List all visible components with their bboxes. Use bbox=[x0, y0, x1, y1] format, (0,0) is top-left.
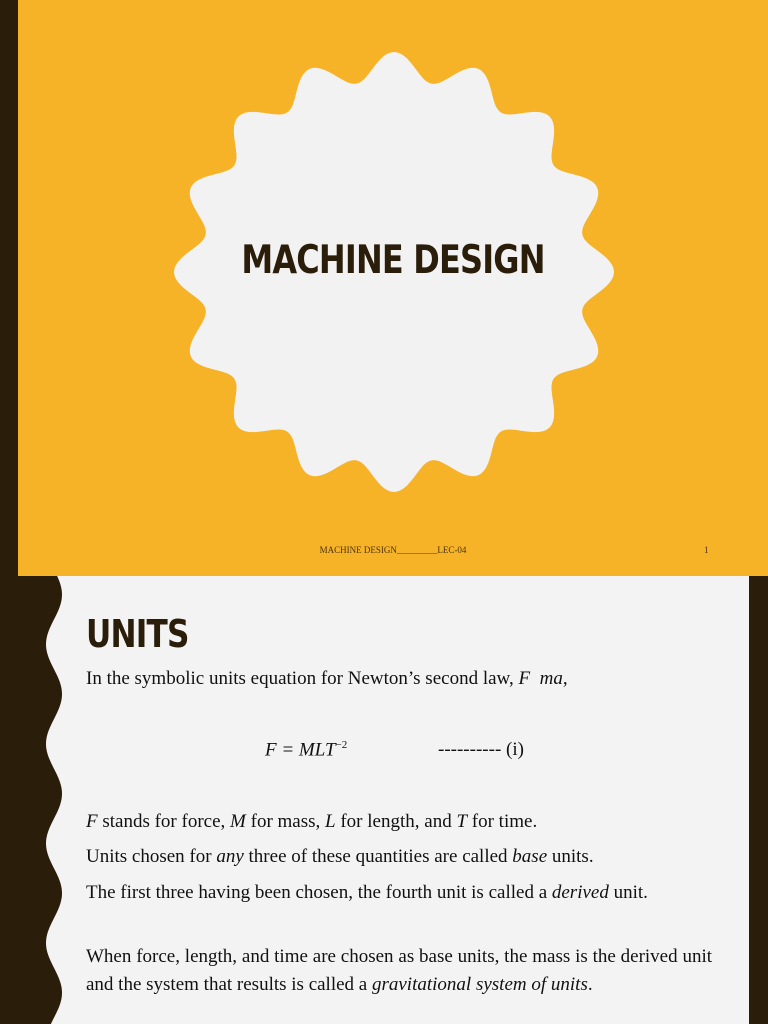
equation: $F = MLT^{-2}$ bbox=[265, 739, 348, 761]
paragraph-derived-unit: The first three having been chosen, the fourth unit is called a derived unit. bbox=[86, 882, 648, 903]
slide-title: MACHINE DESIGN bbox=[241, 238, 545, 283]
wavy-edge-decoration bbox=[18, 576, 82, 1024]
equation-tag: ---------- (i) bbox=[438, 739, 524, 760]
slide-number: 1 bbox=[704, 545, 709, 555]
intro-paragraph: In the symbolic units equation for Newton’s second law, F ma, bbox=[86, 668, 568, 689]
paragraph-base-units: Units chosen for any three of these quantities are called base units. bbox=[86, 846, 594, 867]
paragraph-gravitational-system: When force, length, and time are chosen as base units, the mass is the derived unit and the system that results is called a gravitational system of units. bbox=[86, 946, 712, 995]
slide-footer: MACHINE DESIGN_________LEC-04 bbox=[319, 545, 467, 555]
wave-shape bbox=[18, 576, 62, 1024]
title-slide bbox=[18, 0, 768, 576]
paragraph-symbols: F stands for force, M for mass, L for length, and T for time. bbox=[86, 811, 538, 832]
units-heading: UNITS bbox=[86, 612, 189, 656]
units-slide bbox=[18, 576, 749, 1024]
